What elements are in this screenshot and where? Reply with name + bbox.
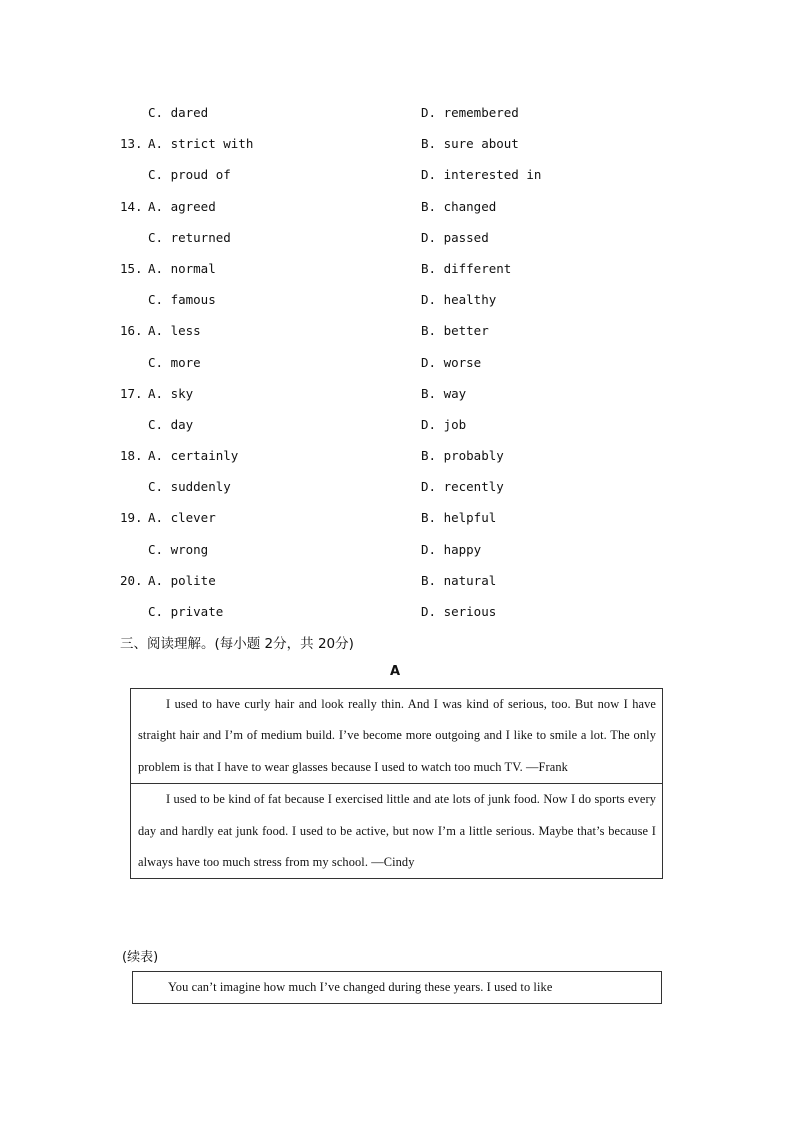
option-right: D. interested in (421, 167, 542, 183)
question-number: 18. (120, 448, 143, 464)
option-left: C. famous (148, 292, 216, 308)
option-right: B. natural (421, 572, 497, 588)
continued-label: (续表) (122, 950, 159, 965)
question-number: 13. (120, 136, 143, 152)
option-row (0, 502, 794, 533)
option-left: C. dared (148, 105, 209, 120)
passage-label: A (390, 664, 401, 679)
option-right: D. serious (421, 604, 497, 619)
option-row (0, 534, 794, 565)
option-right: D. passed (421, 229, 489, 245)
option-right: B. way (421, 385, 467, 401)
question-number: 19. (120, 510, 143, 526)
option-left: A. normal (148, 260, 216, 276)
option-row (0, 409, 794, 440)
question-number: 16. (120, 323, 143, 339)
question-number: 17. (120, 385, 143, 401)
option-right: D. remembered (421, 105, 519, 120)
option-left: A. certainly (148, 448, 239, 464)
passage-table-continued (132, 971, 662, 1004)
option-left: A. clever (148, 510, 216, 526)
option-row (0, 222, 794, 253)
option-right: B. sure about (421, 136, 519, 152)
answer-options-list (0, 97, 794, 627)
question-number: 14. (120, 198, 143, 214)
option-left: A. agreed (148, 198, 216, 214)
question-number: 15. (120, 260, 143, 276)
option-left: C. suddenly (148, 479, 231, 495)
option-right: D. job (421, 416, 467, 432)
option-left: C. private (148, 604, 224, 619)
option-row (0, 97, 794, 128)
option-left: C. day (148, 416, 194, 432)
option-right: D. recently (421, 479, 504, 495)
option-row (0, 159, 794, 190)
option-left: C. more (148, 354, 201, 370)
option-left: A. polite (148, 572, 216, 588)
option-row (0, 315, 794, 346)
option-right: B. changed (421, 198, 497, 214)
option-right: B. helpful (421, 510, 497, 526)
table-cell-continued: You can’t imagine how much I’ve changed during these years. I used to like (168, 980, 553, 994)
option-row (0, 440, 794, 471)
table-cell-cindy: I used to be kind of fat because I exercised little and ate lots of junk food. Now I do sports every day and hardly eat junk food. I used to be active, but now I’m a little serious. Maybe that’s because I always have too much stress from my school. —Cindy (131, 783, 662, 878)
option-row (0, 347, 794, 378)
option-left: C. wrong (148, 541, 209, 557)
option-row (0, 253, 794, 284)
option-left: A. less (148, 323, 201, 339)
passage-table (130, 688, 663, 879)
option-row (0, 378, 794, 409)
option-right: B. probably (421, 448, 504, 464)
option-row (0, 596, 794, 627)
option-left: A. sky (148, 385, 194, 401)
table-cell-frank: I used to have curly hair and look really thin. And I was kind of serious, too. But now I have straight hair and I’m of medium build. I’ve become more outgoing and I like to smile a lot. The only problem is that I have to wear glasses because I used to watch too much TV. —Frank (138, 697, 656, 774)
option-left: C. returned (148, 229, 231, 245)
question-number: 20. (120, 572, 143, 588)
option-right: B. better (421, 323, 489, 339)
option-left: A. strict with (148, 136, 254, 152)
option-row (0, 128, 794, 159)
option-row (0, 565, 794, 596)
option-right: D. worse (421, 354, 482, 370)
option-row (0, 471, 794, 502)
option-right: D. healthy (421, 292, 497, 308)
option-left: C. proud of (148, 167, 231, 183)
option-right: B. different (421, 260, 512, 276)
option-row (0, 191, 794, 222)
option-right: D. happy (421, 541, 482, 557)
section-heading: 三、阅读理解。(每小题 2分，共 20分) (120, 636, 354, 652)
option-row (0, 284, 794, 315)
